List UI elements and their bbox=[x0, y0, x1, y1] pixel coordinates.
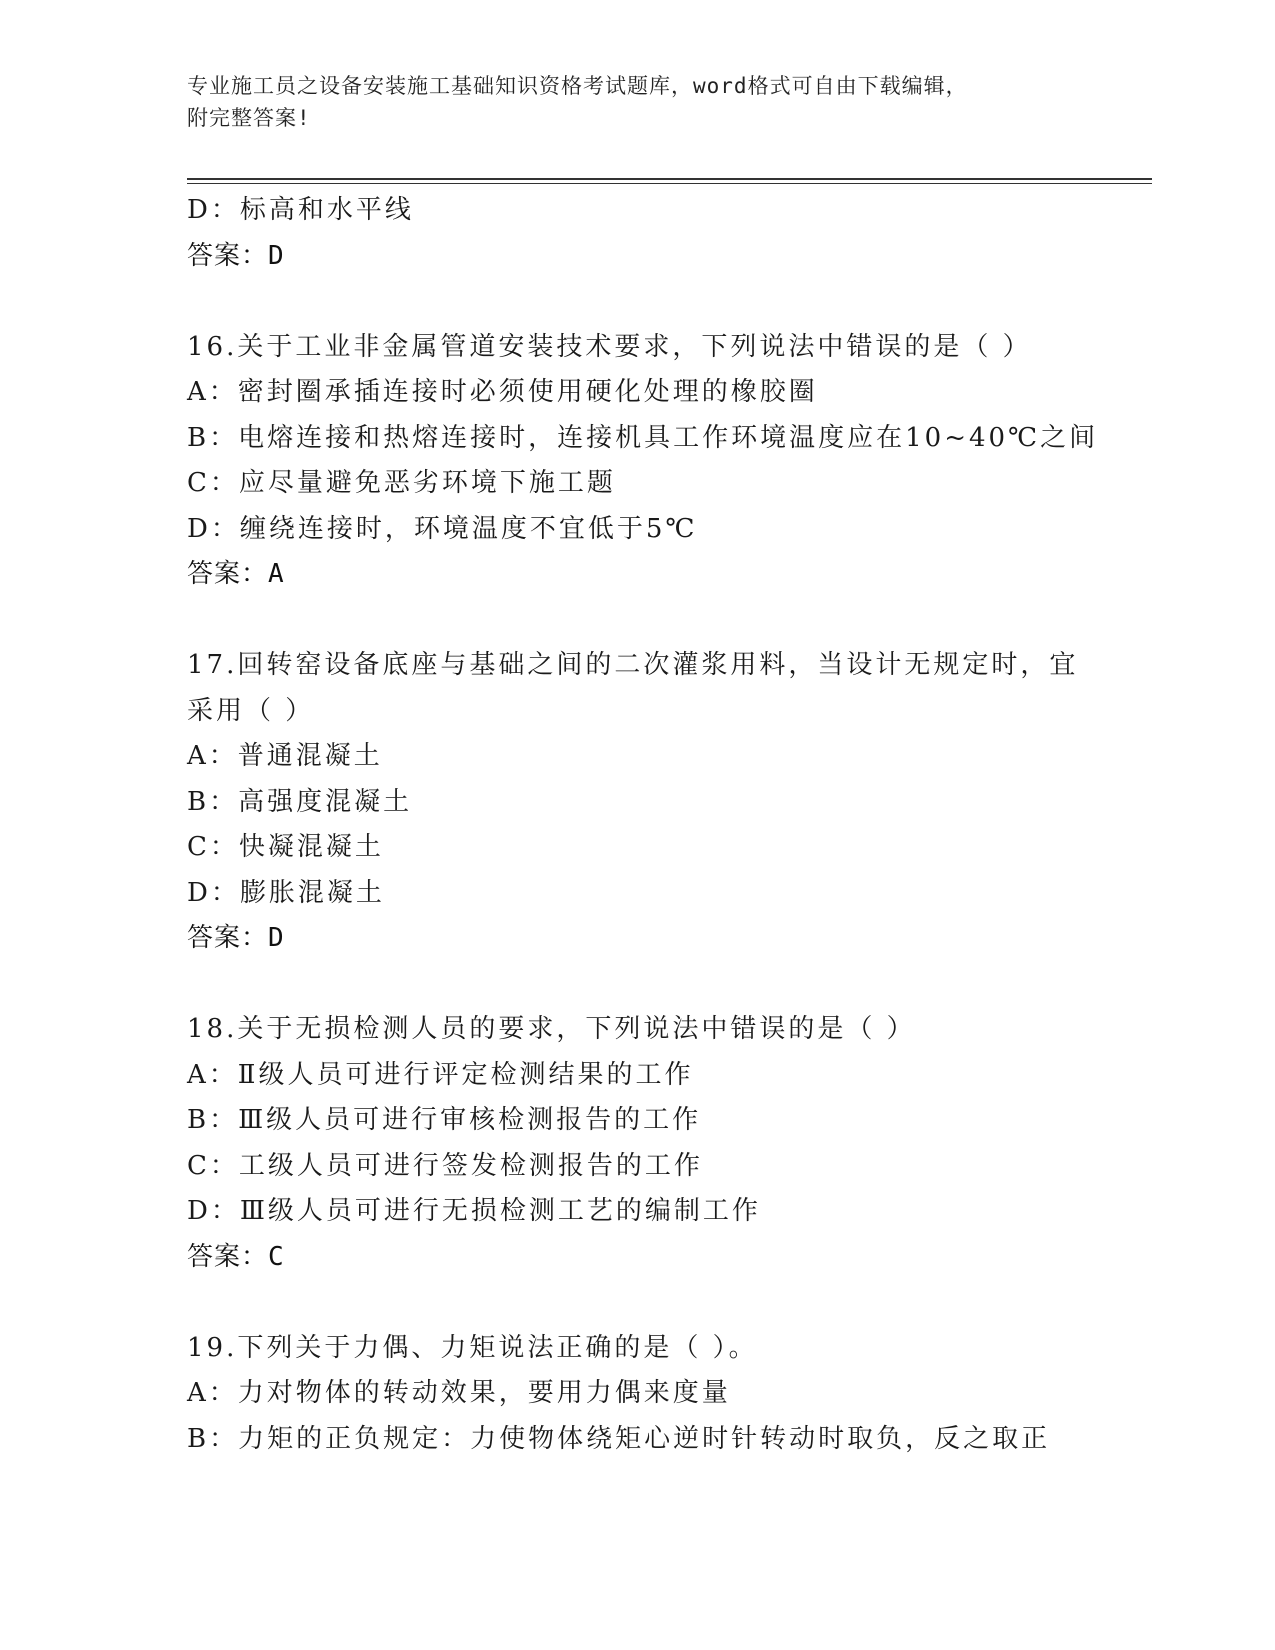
option-c: C：应尽量避免恶劣环境下施工题 bbox=[187, 468, 616, 498]
question-stem: 19.下列关于力偶、力矩说法正确的是（ ）。 bbox=[187, 1332, 758, 1363]
option-c: C：工级人员可进行签发检测报告的工作 bbox=[187, 1150, 703, 1181]
option-a: A：Ⅱ级人员可进行评定检测结果的工作 bbox=[187, 1059, 694, 1090]
question-stem-continued: 采用（ ） bbox=[187, 695, 315, 726]
answer-line bbox=[187, 234, 1137, 280]
answer-value: C bbox=[268, 1241, 285, 1272]
answer-line bbox=[187, 552, 1137, 598]
answer-value: D bbox=[268, 923, 285, 953]
answer-label: 答案： bbox=[187, 559, 269, 589]
header-divider-thick bbox=[187, 178, 1152, 180]
option-c: C：快凝混凝土 bbox=[187, 832, 384, 862]
answer-line bbox=[187, 916, 1137, 962]
option-b: B：Ⅲ级人员可进行审核检测报告的工作 bbox=[187, 1105, 702, 1135]
document-header bbox=[187, 70, 1067, 134]
spacer bbox=[187, 1280, 1137, 1326]
answer-label: 答案： bbox=[187, 240, 269, 271]
option-b: B：力矩的正负规定：力使物体绕矩心逆时针转动时取负，反之取正 bbox=[187, 1423, 1051, 1454]
question-stem: 18.关于无损检测人员的要求，下列说法中错误的是（ ） bbox=[187, 1014, 916, 1044]
header-line-2: 附完整答案! bbox=[187, 106, 311, 130]
answer-label: 答案： bbox=[187, 923, 269, 953]
answer-line bbox=[187, 1235, 1137, 1281]
option-d: D：标高和水平线 bbox=[187, 195, 414, 225]
option-d: D：Ⅲ级人员可进行无损检测工艺的编制工作 bbox=[187, 1196, 761, 1226]
header-line-1: 专业施工员之设备安装施工基础知识资格考试题库，word格式可自由下载编辑， bbox=[187, 74, 968, 98]
option-b: B：电熔连接和热熔连接时，连接机具工作环境温度应在10~40℃之间 bbox=[187, 422, 1099, 453]
option-a: A：普通混凝土 bbox=[187, 741, 383, 771]
header-divider-thin bbox=[187, 183, 1152, 184]
option-a: A：密封圈承插连接时必须使用硬化处理的橡胶圈 bbox=[187, 377, 818, 407]
question-list bbox=[187, 188, 1137, 1462]
spacer bbox=[187, 279, 1137, 325]
answer-value: A bbox=[268, 559, 285, 589]
option-a: A：力对物体的转动效果，要用力偶来度量 bbox=[187, 1378, 731, 1408]
spacer bbox=[187, 962, 1137, 1008]
question-stem: 16.关于工业非金属管道安装技术要求，下列说法中错误的是（ ） bbox=[187, 331, 1032, 362]
answer-label: 答案： bbox=[187, 1241, 269, 1272]
option-d: D：膨胀混凝土 bbox=[187, 877, 385, 908]
option-d: D：缠绕连接时，环境温度不宜低于5℃ bbox=[187, 513, 698, 544]
option-b: B：高强度混凝土 bbox=[187, 786, 413, 817]
spacer bbox=[187, 598, 1137, 644]
answer-value: D bbox=[268, 240, 285, 271]
question-stem: 17.回转窑设备底座与基础之间的二次灌浆用料，当设计无规定时，宜 bbox=[187, 650, 1079, 680]
